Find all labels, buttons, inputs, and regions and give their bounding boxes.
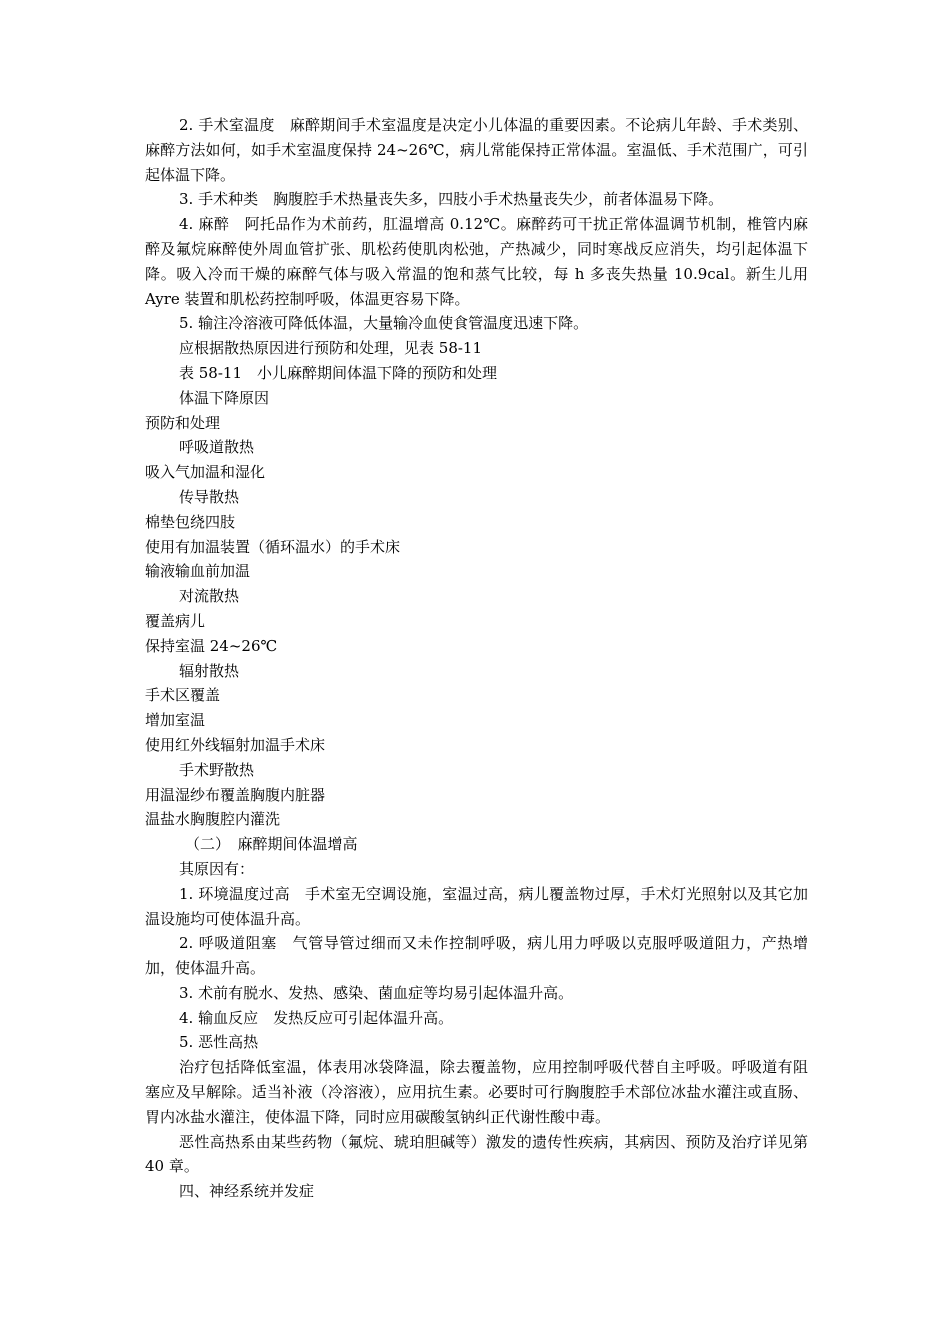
table-header-treatment: 预防和处理 [145,413,221,432]
table-treatment: 覆盖病儿 [145,611,206,630]
table-treatment: 用温湿纱布覆盖胸腹内脏器 [145,785,326,804]
paragraph: 4. 输血反应 发热反应可引起体温升高。 [179,1008,454,1027]
table-header-cause: 体温下降原因 [179,388,270,407]
paragraph: 其原因有： [179,859,255,878]
table-cause: 呼吸道散热 [179,438,255,457]
table-treatment: 棉垫包绕四肢 [145,512,236,531]
paragraph: 恶性高热系由某些药物（氟烷、琥珀胆碱等）激发的遗传性疾病，其病因、预防及治疗详见第 40 章。 [145,1132,808,1176]
paragraph: 2. 呼吸道阻塞 气管导管过细而又未作控制呼吸，病儿用力呼吸以克服呼吸道阻力，产热增加，使体温升高。 [145,934,808,978]
table-cause: 对流散热 [179,587,240,606]
table-treatment: 增加室温 [145,711,206,730]
table-cause: 手术野散热 [179,760,255,779]
document-page [145,113,808,1204]
table-treatment: 输液输血前加温 [145,562,251,581]
table-treatment: 手术区覆盖 [145,686,221,705]
table-treatment: 吸入气加温和湿化 [145,463,266,482]
paragraph: 应根据散热原因进行预防和处理，见表 58-11 [179,339,483,358]
section-heading: （二） 麻醉期间体温增高 [185,835,358,854]
paragraph: 3. 术前有脱水、发热、感染、菌血症等均易引起体温升高。 [179,983,574,1002]
table-cause: 传导散热 [179,487,240,506]
paragraph: 治疗包括降低室温，体表用冰袋降温，除去覆盖物，应用控制呼吸代替自主呼吸。呼吸道有阻塞应及早解除。适当补液（冷溶液），应用抗生素。必要时可行胸腹腔手术部位冰盐水灌注或直肠、胃内冰盐水灌注，使体温下降，同时应用碳酸氢钠纠正代谢性酸中毒。 [145,1058,808,1126]
paragraph: 2. 手术室温度 麻醉期间手术室温度是决定小儿体温的重要因素。不论病儿年龄、手术类别、麻醉方法如何，如手术室温度保持 24~26℃，病儿常能保持正常体温。室温低、手术范围广，可引起体温下降。 [145,116,808,184]
table-treatment: 保持室温 24~26℃ [145,636,278,655]
table-treatment: 使用有加温装置（循环温水）的手术床 [145,537,401,556]
table-caption: 表 58-11 小儿麻醉期间体温下降的预防和处理 [179,363,498,382]
section-heading: 四、神经系统并发症 [179,1182,315,1201]
table-treatment: 使用红外线辐射加温手术床 [145,735,326,754]
paragraph: 1. 环境温度过高 手术室无空调设施，室温过高，病儿覆盖物过厚，手术灯光照射以及其它加温设施均可使体温升高。 [145,884,808,928]
table-cause: 辐射散热 [179,661,240,680]
paragraph: 5. 恶性高热 [179,1033,259,1052]
table-treatment: 温盐水胸腹腔内灌洗 [145,810,281,829]
paragraph: 3. 手术种类 胸腹腔手术热量丧失多，四肢小手术热量丧失少，前者体温易下降。 [179,190,724,209]
paragraph: 5. 输注冷溶液可降低体温，大量输冷血使食管温度迅速下降。 [179,314,589,333]
paragraph: 4. 麻醉 阿托品作为术前药，肛温增高 0.12℃。麻醉药可干扰正常体温调节机制，椎管内麻醉及氟烷麻醉使外周血管扩张、肌松药使肌肉松弛，产热减少，同时寒战反应消失，均引起体温下降。吸入冷而干燥的麻醉气体与吸入常温的饱和蒸气比较，每 h 多丧失热量 10.9cal。新生儿用 Ayre 装置和肌松药控制呼吸，体温更容易下降。 [145,215,808,308]
